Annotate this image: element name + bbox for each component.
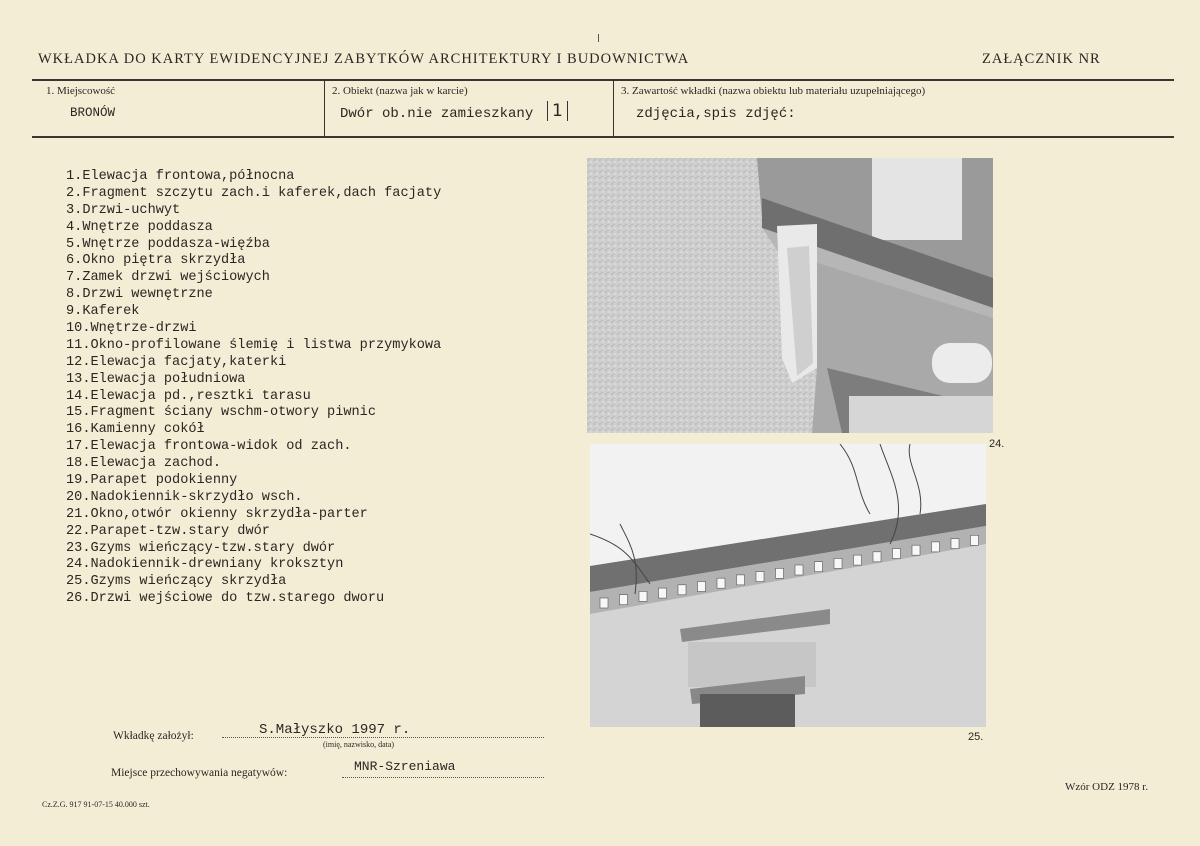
photo-list-item: 4.Wnętrze poddasza bbox=[66, 219, 213, 235]
photo-list-item: 16.Kamienny cokół bbox=[66, 422, 205, 438]
attachment-label: ZAŁĄCZNIK NR bbox=[982, 51, 1101, 67]
photo-list-item: 18.Elewacja zachod. bbox=[66, 456, 221, 472]
photo-list-item: 5.Wnętrze poddasza-więźba bbox=[66, 236, 270, 252]
photo-list-item: 15.Fragment ściany wschm-otwory piwnic bbox=[66, 405, 376, 421]
content-label: 3. Zawartość wkładki (nazwa obiektu lub materiału uzupełniającego) bbox=[621, 85, 926, 97]
photo-list-item: 1.Elewacja frontowa,północna bbox=[66, 169, 295, 184]
content-value: zdjęcia,spis zdjęć: bbox=[636, 106, 796, 122]
photo-list-item: 24.Nadokiennik-drewniany kroksztyn bbox=[66, 557, 344, 573]
storage-label: Miejsce przechowywania negatywów: bbox=[111, 767, 288, 779]
place-label: 1. Miejscowość bbox=[46, 85, 116, 97]
photo-list-item: 14.Elewacja pd.,resztki tarasu bbox=[66, 388, 311, 404]
photo-list-item: 22.Parapet-tzw.stary dwór bbox=[66, 523, 270, 539]
photo-list-item: 23.Gzyms wieńczący-tzw.stary dwór bbox=[66, 540, 336, 556]
founder-value: S.Małyszko 1997 r. bbox=[259, 722, 411, 738]
storage-dotline bbox=[342, 777, 544, 778]
cell-divider-1 bbox=[324, 81, 325, 136]
photo-list-item: 17.Elewacja frontowa-widok od zach. bbox=[66, 439, 352, 455]
form-title: WKŁADKA DO KARTY EWIDENCYJNEJ ZABYTKÓW ARCHITEKTURY I BUDOWNICTWA bbox=[38, 51, 690, 67]
photo-25 bbox=[590, 444, 986, 727]
header-rule-bottom bbox=[32, 136, 1174, 138]
photo-list-item: 10.Wnętrze-drzwi bbox=[66, 321, 197, 337]
photo-list-item: 2.Fragment szczytu zach.i kaferek,dach facjaty bbox=[66, 185, 442, 201]
founder-hint: (imię, nazwisko, data) bbox=[323, 740, 395, 749]
photo-24 bbox=[587, 158, 993, 433]
place-value: BRONÓW bbox=[70, 106, 116, 120]
form-code: Wzór ODZ 1978 r. bbox=[1065, 781, 1149, 793]
photo-list-item: 12.Elewacja facjaty,katerki bbox=[66, 354, 287, 370]
photo-list-item: 6.Okno piętra skrzydła bbox=[66, 253, 246, 269]
photo-list-item: 25.Gzyms wieńczący skrzydła bbox=[66, 574, 287, 590]
photo-list-item: 8.Drzwi wewnętrzne bbox=[66, 287, 213, 303]
object-label: 2. Obiekt (nazwa jak w karcie) bbox=[332, 85, 468, 97]
storage-value: MNR-Szreniawa bbox=[354, 759, 456, 774]
photo-list-item: 19.Parapet podokienny bbox=[66, 473, 238, 489]
object-number: 1 bbox=[547, 101, 568, 121]
founder-label: Wkładkę założył: bbox=[113, 730, 194, 742]
object-value: Dwór ob.nie zamieszkany bbox=[340, 106, 534, 122]
cell-divider-2 bbox=[613, 81, 614, 136]
print-code: Cz.Z.G. 917 91-07-15 40.000 szt. bbox=[42, 800, 150, 809]
photo-list-item: 7.Zamek drzwi wejściowych bbox=[66, 270, 270, 286]
fold-tick bbox=[598, 34, 599, 42]
photo-list-item: 9.Kaferek bbox=[66, 304, 140, 320]
photo-25-number: 25. bbox=[968, 731, 984, 743]
photo-list-item: 3.Drzwi-uchwyt bbox=[66, 202, 181, 218]
header-rule-top bbox=[32, 79, 1174, 81]
photo-list-item: 11.Okno-profilowane ślemię i listwa przymykowa bbox=[66, 337, 442, 353]
photo-list-item: 13.Elewacja południowa bbox=[66, 371, 246, 387]
photo-list-item: 26.Drzwi wejściowe do tzw.starego dworu bbox=[66, 591, 385, 607]
photo-24-number: 24. bbox=[989, 438, 1005, 450]
photo-list-item: 21.Okno,otwór okienny skrzydła-parter bbox=[66, 506, 368, 522]
photo-list bbox=[66, 169, 441, 608]
photo-list-item: 20.Nadokiennik-skrzydło wsch. bbox=[66, 489, 303, 505]
